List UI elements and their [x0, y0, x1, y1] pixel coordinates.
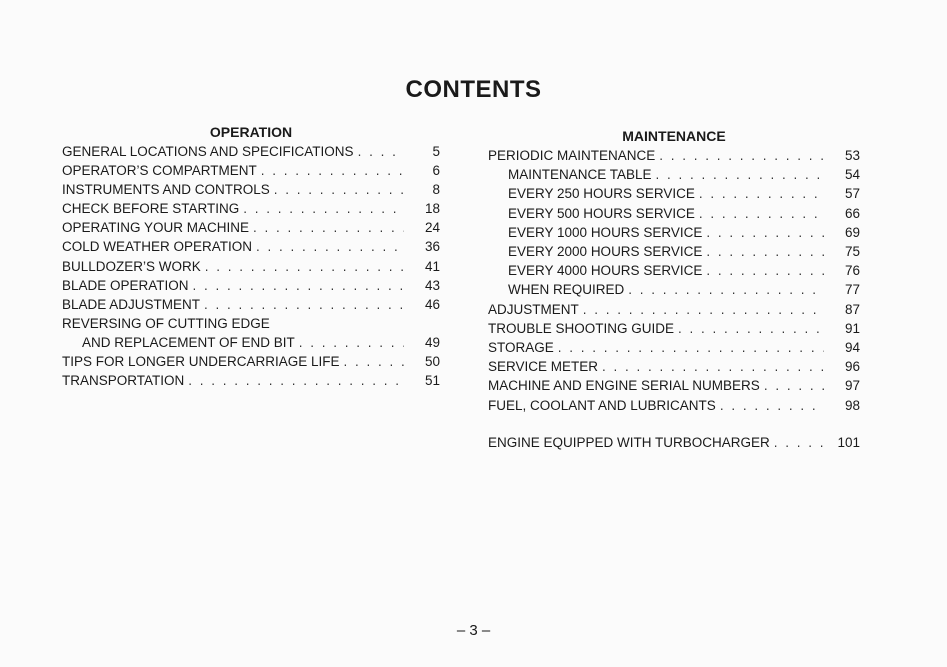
toc-entry-label: TRANSPORTATION [62, 373, 185, 389]
toc-entry-page: 76 [844, 263, 860, 279]
toc-entry-page: 50 [424, 354, 440, 370]
toc-entry-page: 6 [432, 163, 440, 179]
dot-leader [659, 146, 824, 165]
maintenance-heading: MAINTENANCE [622, 128, 726, 144]
dot-leader [628, 280, 824, 299]
toc-entry-label: MAINTENANCE TABLE [508, 167, 652, 183]
toc-entry [488, 184, 860, 203]
dot-leader [261, 161, 404, 180]
toc-entry-label: OPERATING YOUR MACHINE [62, 220, 250, 236]
toc-entry-page: 18 [424, 201, 440, 217]
dot-leader [243, 199, 404, 218]
toc-entry-label: TIPS FOR LONGER UNDERCARRIAGE LIFE [62, 354, 340, 370]
toc-entry-page: 75 [844, 244, 860, 260]
toc-entry-page: 54 [844, 167, 860, 183]
toc-entry [488, 242, 860, 261]
toc-entry-label: EVERY 500 HOURS SERVICE [508, 205, 695, 221]
toc-entry [62, 142, 440, 161]
toc-entry-page: 69 [844, 224, 860, 240]
toc-entry-page: 36 [424, 239, 440, 255]
dot-leader [706, 223, 824, 242]
toc-entry-label: ENGINE EQUIPPED WITH TURBOCHARGER [488, 434, 770, 450]
toc-entry [62, 314, 440, 333]
toc-entry [488, 300, 860, 319]
toc-entry-label: MACHINE AND ENGINE SERIAL NUMBERS [488, 378, 760, 394]
dot-leader [204, 295, 404, 314]
toc-entry [488, 376, 860, 395]
toc-entry [488, 146, 860, 165]
toc-entry-page: 87 [844, 301, 860, 317]
dot-leader [699, 184, 824, 203]
toc-entry-page: 51 [424, 373, 440, 389]
toc-entry-page: 77 [844, 282, 860, 298]
toc-entry-page: 46 [424, 296, 440, 312]
toc-entry [488, 280, 860, 299]
dot-leader [193, 276, 404, 295]
toc-entry-label: REVERSING OF CUTTING EDGE [62, 315, 270, 331]
toc-entry-page: 8 [432, 182, 440, 198]
toc-entry [488, 319, 860, 338]
toc-entry [62, 218, 440, 237]
dot-leader [720, 396, 824, 415]
toc-entry-page: 94 [844, 340, 860, 356]
toc-entry-label: COLD WEATHER OPERATION [62, 239, 253, 255]
toc-entry [62, 180, 440, 199]
toc-entry [62, 237, 440, 256]
dot-leader [205, 257, 404, 276]
toc-entry [62, 257, 440, 276]
toc-entry-label: FUEL, COOLANT AND LUBRICANTS [488, 397, 716, 413]
dot-leader [678, 319, 824, 338]
toc-entry-label: TROUBLE SHOOTING GUIDE [488, 320, 675, 336]
toc-entry [488, 433, 860, 452]
dot-leader [774, 433, 824, 452]
toc-entry-label: EVERY 2000 HOURS SERVICE [508, 244, 703, 260]
toc-entry-label: EVERY 4000 HOURS SERVICE [508, 263, 703, 279]
page-number: – 3 – [456, 622, 491, 639]
dot-leader [274, 180, 404, 199]
toc-entry [62, 352, 440, 371]
operation-heading: OPERATION [209, 124, 293, 140]
toc-entry [62, 333, 440, 352]
toc-entry [62, 371, 440, 390]
toc-entry-page: 49 [424, 334, 440, 350]
toc-entry [488, 338, 860, 357]
toc-entry-page: 97 [844, 378, 860, 394]
toc-entry-page: 66 [844, 205, 860, 221]
maintenance-column [488, 122, 860, 452]
toc-entry-label: WHEN REQUIRED [508, 282, 625, 298]
toc-entry-label: AND REPLACEMENT OF END BIT [82, 334, 295, 350]
toc-entry-page: 5 [432, 144, 440, 159]
toc-entry [488, 396, 860, 415]
toc-entry-page: 57 [844, 186, 860, 202]
toc-entry-page: 41 [424, 258, 440, 274]
toc-entry-label: BULLDOZER’S WORK [62, 258, 201, 274]
toc-entry-label: STORAGE [488, 340, 554, 356]
toc-entry [488, 357, 860, 376]
dot-leader [706, 242, 824, 261]
toc-entry-label: SERVICE METER [488, 359, 599, 375]
toc-entry-label: BLADE ADJUSTMENT [62, 296, 201, 312]
dot-leader [602, 357, 824, 376]
dot-leader [706, 261, 824, 280]
toc-entry-label: EVERY 250 HOURS SERVICE [508, 186, 695, 202]
toc-entry [62, 295, 440, 314]
toc-entry [62, 161, 440, 180]
toc-entry [62, 276, 440, 295]
toc-entry-label: PERIODIC MAINTENANCE [488, 148, 656, 163]
toc-entry [488, 204, 860, 223]
dot-leader [583, 300, 824, 319]
toc-entry [488, 223, 860, 242]
dot-leader [358, 142, 404, 161]
dot-leader [188, 371, 404, 390]
dot-leader [299, 333, 404, 352]
dot-leader [558, 338, 824, 357]
toc-entry-page: 96 [844, 359, 860, 375]
toc-entry [62, 199, 440, 218]
operation-column [62, 122, 440, 390]
toc-entry-page: 101 [837, 434, 860, 450]
toc-entry-label: CHECK BEFORE STARTING [62, 201, 240, 217]
toc-entry-label: INSTRUMENTS AND CONTROLS [62, 182, 270, 198]
toc-entry-label: ADJUSTMENT [488, 301, 579, 317]
dot-leader [656, 165, 824, 184]
dot-leader [253, 218, 404, 237]
toc-entry [488, 165, 860, 184]
toc-entry-label: EVERY 1000 HOURS SERVICE [508, 224, 703, 240]
toc-entry-page: 91 [844, 320, 860, 336]
toc-entry [488, 261, 860, 280]
toc-entry-page: 43 [424, 277, 440, 293]
toc-entry-label: OPERATOR’S COMPARTMENT [62, 163, 257, 179]
toc-entry-page: 24 [424, 220, 440, 236]
toc-entry-page: 98 [844, 397, 860, 413]
dot-leader [256, 237, 404, 256]
dot-leader [699, 204, 824, 223]
toc-entry-label: BLADE OPERATION [62, 277, 189, 293]
page-title: CONTENTS [405, 76, 542, 103]
toc-entry-page: 53 [844, 148, 860, 163]
toc-entry-label: GENERAL LOCATIONS AND SPECIFICATIONS [62, 144, 354, 159]
dot-leader [764, 376, 824, 395]
dot-leader [344, 352, 404, 371]
